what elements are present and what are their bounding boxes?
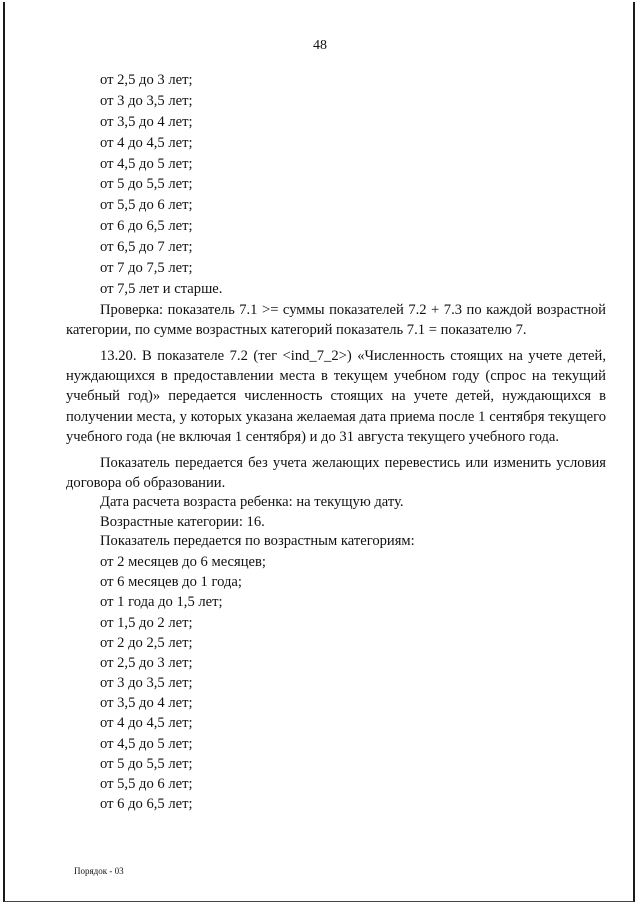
document-body [66, 70, 606, 814]
list-item: от 7,5 лет и старше. [100, 280, 223, 297]
list-item: от 1,5 до 2 лет; [100, 614, 193, 631]
list-item: от 2 месяцев до 6 месяцев; [100, 553, 266, 570]
list-item: от 2 до 2,5 лет; [100, 634, 193, 651]
list-item: от 4 до 4,5 лет; [100, 715, 193, 732]
age-list-bottom [66, 552, 606, 814]
list-item: от 5,5 до 6 лет; [100, 197, 193, 214]
list-item: от 1 года до 1,5 лет; [100, 594, 223, 611]
age-list-top [66, 70, 606, 300]
list-item: от 6 до 6,5 лет; [100, 218, 193, 235]
list-item: от 2,5 до 3 лет; [100, 72, 193, 88]
list-item: от 4,5 до 5 лет; [100, 155, 193, 172]
by-categories-line: Показатель передается по возрастным категориям: [100, 533, 415, 550]
list-item: от 3,5 до 4 лет; [100, 695, 193, 712]
list-item: от 5 до 5,5 лет; [100, 176, 193, 193]
footer-label: Порядок - 03 [74, 866, 124, 876]
list-item: от 6 месяцев до 1 года; [100, 574, 242, 591]
list-item: от 5 до 5,5 лет; [100, 755, 193, 772]
list-item: от 4 до 4,5 лет; [100, 134, 193, 151]
list-item: от 7 до 7,5 лет; [100, 260, 193, 277]
list-item: от 4,5 до 5 лет; [100, 735, 193, 752]
page-number: 48 [313, 38, 327, 53]
check-paragraph: Проверка: показатель 7.1 >= суммы показателей 7.2 + 7.3 по каждой возрастной категории, по сумме возрастных категорий показатель 7.1 = показателю 7. [66, 301, 606, 339]
categories-line: Возрастные категории: 16. [100, 513, 265, 530]
list-item: от 6 до 6,5 лет; [100, 796, 193, 813]
list-item: от 5,5 до 6 лет; [100, 776, 193, 793]
list-item: от 2,5 до 3 лет; [100, 654, 193, 671]
list-item: от 6,5 до 7 лет; [100, 239, 193, 256]
list-item: от 3,5 до 4 лет; [100, 113, 193, 130]
transfer-paragraph: Показатель передается без учета желающих перевестись или изменить условия договора об образовании. [66, 454, 606, 492]
age-date-line: Дата расчета возраста ребенка: на текущую дату. [100, 494, 404, 511]
list-item: от 3 до 3,5 лет; [100, 675, 193, 692]
list-item: от 3 до 3,5 лет; [100, 92, 193, 109]
section-13-20-paragraph: 13.20. В показателе 7.2 (тег <ind_7_2>) «Численность стоящих на учете детей, нуждающихся в предоставлении места в текущем учебном году (спрос на текущий учебный год)» передается численность стоящих на учете детей, нуждающихся в получении места, у которых указана желаемая дата приема после 1 сентября текущего учебного года (не включая 1 сентября) и до 31 августа текущего учебного года. [66, 347, 606, 446]
